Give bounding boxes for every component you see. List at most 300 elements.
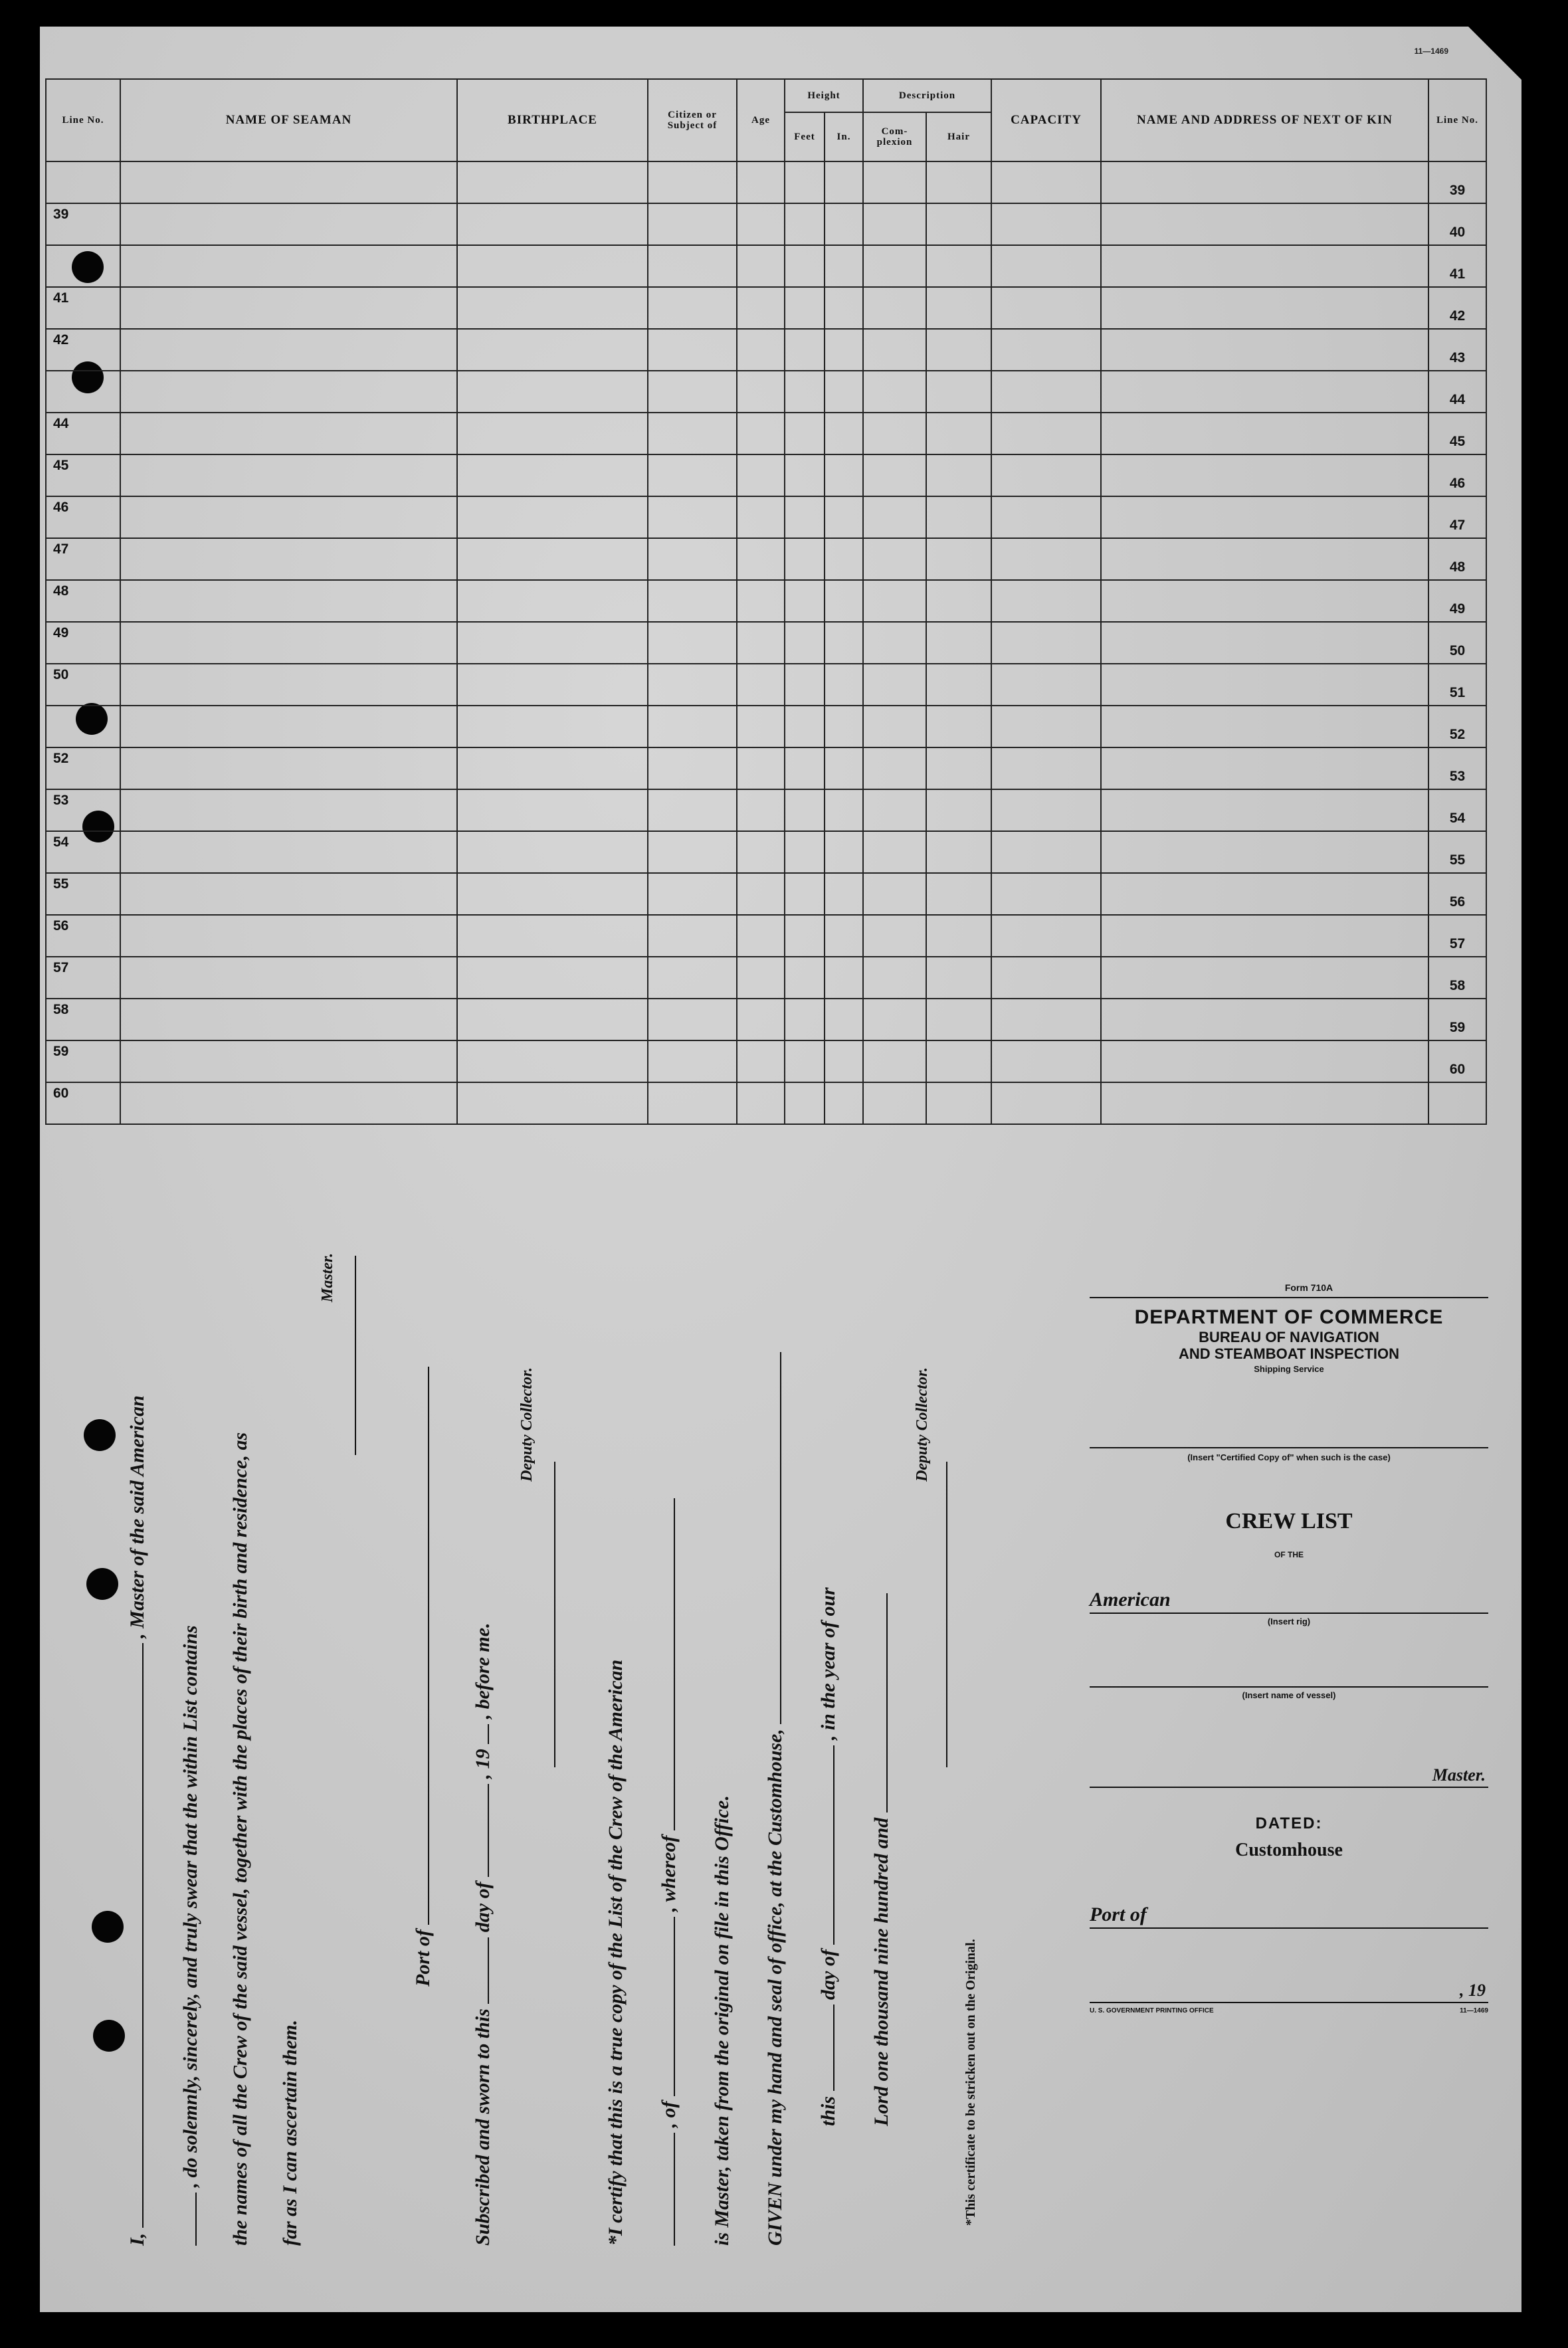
cert-lord-label: Lord one thousand nine hundred and (870, 1817, 892, 2126)
table-cell (991, 538, 1101, 580)
cert-lord (870, 1593, 893, 2126)
crew-list-title: CREW LIST (1225, 1508, 1353, 1533)
table-cell (457, 413, 648, 454)
table-cell (1101, 1082, 1428, 1124)
table-cell (825, 915, 863, 957)
table-cell (120, 957, 457, 999)
table-cell (785, 538, 825, 580)
table-cell (648, 329, 737, 371)
table-cell (825, 1040, 863, 1082)
cert-deputy-collector-1: Deputy Collector. (518, 1367, 536, 1482)
table-cell (785, 664, 825, 706)
table-cell (991, 580, 1101, 622)
line-number-right: 39 (1428, 161, 1486, 203)
line-number-left: 54 (46, 831, 120, 873)
line-number-right: 59 (1428, 999, 1486, 1040)
cert-in-year: , in the year of our (817, 1587, 839, 1741)
cert-blank (487, 1784, 489, 1877)
table-cell (926, 664, 991, 706)
table-cell (785, 915, 825, 957)
cert-whereof: , whereof (658, 1835, 680, 1912)
department-title: DEPARTMENT OF COMMERCE (1134, 1306, 1444, 1328)
cert-given (764, 1352, 787, 2246)
table-cell (926, 622, 991, 664)
cert-blank (487, 1724, 489, 1744)
table-cell (825, 831, 863, 873)
cert-of-whereof (658, 1498, 680, 2246)
cert-this-label: this (817, 2096, 839, 2126)
table-cell (1101, 622, 1428, 664)
master-label: Master. (1432, 1765, 1486, 1785)
line-number-right: 49 (1428, 580, 1486, 622)
header-height: Height (785, 79, 863, 112)
line-number-right: 55 (1428, 831, 1486, 873)
table-cell (457, 371, 648, 413)
table-cell (785, 161, 825, 203)
table-cell (926, 203, 991, 245)
line-number-right: 51 (1428, 664, 1486, 706)
table-cell (457, 999, 648, 1040)
table-cell (120, 789, 457, 831)
table-cell (825, 622, 863, 664)
line-number-right: 50 (1428, 622, 1486, 664)
line-number-left: 42 (46, 329, 120, 371)
table-cell (926, 329, 991, 371)
cert-year: , 19 (472, 1749, 494, 1779)
table-cell (648, 371, 737, 413)
table-cell (648, 664, 737, 706)
cert-subscribed-label: Subscribed and sworn to this (472, 2008, 494, 2246)
table-row (46, 873, 1486, 915)
table-cell (863, 245, 926, 287)
title-block (1090, 1282, 1488, 2014)
table-row (46, 1040, 1486, 1082)
table-cell (648, 622, 737, 664)
cert-solemnly: , do solemnly, sincerely, and truly swear that the within List contains (179, 1625, 201, 2188)
header-name-of-seaman: NAME OF SEAMAN (120, 79, 457, 161)
line-number-left: 45 (46, 454, 120, 496)
divider (1090, 1297, 1488, 1298)
cert-port-of-label: Port of (412, 1929, 434, 1987)
gpo-label: U. S. GOVERNMENT PRINTING OFFICE (1090, 2006, 1214, 2014)
table-cell (785, 413, 825, 454)
table-cell (120, 999, 457, 1040)
table-cell (825, 999, 863, 1040)
table-cell (737, 957, 785, 999)
cert-blank (673, 1917, 675, 2096)
master-name-field (1090, 1747, 1488, 1787)
cert-master-line (339, 1256, 361, 1455)
table-cell (457, 454, 648, 496)
certificate-block (100, 1223, 997, 2246)
table-cell (863, 706, 926, 747)
table-cell (785, 203, 825, 245)
table-cell (737, 999, 785, 1040)
table-cell (120, 413, 457, 454)
table-cell (737, 1040, 785, 1082)
table-cell (648, 747, 737, 789)
table-cell (863, 664, 926, 706)
table-cell (785, 287, 825, 329)
cert-line-4: far as I can ascertain them. (279, 2019, 301, 2246)
table-cell (785, 706, 825, 747)
cert-line-3: the names of all the Crew of the said vessel, together with the places of their birth and residence, as (229, 1432, 251, 2246)
table-cell (1101, 789, 1428, 831)
line-number-left: 59 (46, 1040, 120, 1082)
table-cell (120, 496, 457, 538)
line-number-right: 48 (1428, 538, 1486, 580)
header-line-no-right: Line No. (1428, 79, 1486, 161)
line-number-left (46, 706, 120, 747)
table-cell (1101, 161, 1428, 203)
table-cell (457, 789, 648, 831)
table-cell (926, 1040, 991, 1082)
dated-label: DATED: (1255, 1814, 1323, 1832)
table-cell (825, 1082, 863, 1124)
table-cell (120, 831, 457, 873)
cert-blank (553, 1462, 555, 1767)
table-cell (120, 873, 457, 915)
table-cell (120, 747, 457, 789)
table-row (46, 789, 1486, 831)
table-cell (926, 287, 991, 329)
table-cell (120, 706, 457, 747)
line-number-right: 56 (1428, 873, 1486, 915)
table-cell (1101, 496, 1428, 538)
cert-blank (673, 1498, 675, 1830)
table-cell (926, 747, 991, 789)
line-number-right: 42 (1428, 287, 1486, 329)
table-row (46, 915, 1486, 957)
cert-line-2 (179, 1625, 202, 2246)
table-cell (648, 413, 737, 454)
table-cell (457, 1082, 648, 1124)
gpo-footer (1090, 2007, 1488, 2014)
table-cell (825, 454, 863, 496)
table-cell (991, 161, 1101, 203)
table-cell (991, 454, 1101, 496)
table-cell (863, 915, 926, 957)
table-cell (457, 161, 648, 203)
table-cell (1101, 580, 1428, 622)
header-description: Description (863, 79, 991, 112)
table-row (46, 161, 1486, 203)
table-row (46, 622, 1486, 664)
table-cell (648, 957, 737, 999)
table-cell (1101, 371, 1428, 413)
table-cell (926, 496, 991, 538)
year-field (1090, 1962, 1488, 2002)
customhouse-label: Customhouse (1235, 1839, 1343, 1860)
table-cell (825, 747, 863, 789)
table-cell (785, 1040, 825, 1082)
table-cell (863, 831, 926, 873)
table-cell (457, 538, 648, 580)
table-cell (1101, 454, 1428, 496)
cert-blank (833, 1745, 834, 1945)
table-cell (457, 873, 648, 915)
line-number-left: 55 (46, 873, 120, 915)
table-cell (926, 580, 991, 622)
table-cell (120, 1040, 457, 1082)
cert-blank (487, 1937, 489, 2004)
table-cell (737, 203, 785, 245)
table-cell (863, 496, 926, 538)
table-cell (457, 957, 648, 999)
table-cell (991, 622, 1101, 664)
table-cell (648, 454, 737, 496)
table-cell (863, 329, 926, 371)
table-cell (863, 622, 926, 664)
table-cell (457, 287, 648, 329)
table-cell (863, 371, 926, 413)
table-cell (926, 538, 991, 580)
table-cell (863, 789, 926, 831)
line-number-right: 54 (1428, 789, 1486, 831)
table-cell (785, 580, 825, 622)
line-number-left: 56 (46, 915, 120, 957)
table-cell (737, 371, 785, 413)
vessel-name-field (1090, 1646, 1488, 1688)
line-number-left: 60 (46, 1082, 120, 1124)
table-cell (863, 999, 926, 1040)
table-cell (737, 706, 785, 747)
cert-deputy-line-2 (930, 1462, 953, 1767)
table-cell (737, 538, 785, 580)
table-row (46, 957, 1486, 999)
year-label: , 19 (1460, 1980, 1486, 2000)
table-cell (863, 454, 926, 496)
table-cell (457, 915, 648, 957)
header-birthplace: BIRTHPLACE (457, 79, 648, 161)
cert-certify-label: *I certify that this is a true copy of the List of the Crew of the American (605, 1659, 627, 2246)
header-line-no: Line No. (46, 79, 120, 161)
line-number-right: 53 (1428, 747, 1486, 789)
table-cell (825, 245, 863, 287)
table-cell (991, 831, 1101, 873)
table-cell (991, 1040, 1101, 1082)
table-cell (648, 789, 737, 831)
cert-subscribed (472, 1622, 494, 2246)
table-cell (991, 999, 1101, 1040)
table-row (46, 203, 1486, 245)
cert-blank (354, 1256, 356, 1455)
table-cell (1101, 706, 1428, 747)
table-row (46, 580, 1486, 622)
cert-blank (886, 1593, 888, 1812)
table-cell (825, 413, 863, 454)
table-cell (825, 161, 863, 203)
table-cell (457, 329, 648, 371)
table-cell (737, 915, 785, 957)
table-cell (737, 413, 785, 454)
cert-blank (427, 1367, 429, 1925)
table-row (46, 454, 1486, 496)
table-row (46, 496, 1486, 538)
line-number-right: 46 (1428, 454, 1486, 496)
line-number-right: 57 (1428, 915, 1486, 957)
cert-before-me: , before me. (472, 1622, 494, 1719)
table-cell (457, 664, 648, 706)
table-cell (991, 1082, 1101, 1124)
table-cell (863, 747, 926, 789)
table-cell (120, 580, 457, 622)
table-row (46, 1082, 1486, 1124)
table-cell (737, 747, 785, 789)
table-row (46, 287, 1486, 329)
table-cell (825, 287, 863, 329)
table-cell (737, 664, 785, 706)
line-number-right (1428, 1082, 1486, 1124)
line-number-left: 58 (46, 999, 120, 1040)
crew-table (45, 78, 1487, 1125)
table-cell (785, 496, 825, 538)
table-cell (648, 496, 737, 538)
table-cell (825, 203, 863, 245)
line-number-left: 39 (46, 203, 120, 245)
bureau-line-2: AND STEAMBOAT INSPECTION (1178, 1345, 1400, 1363)
table-cell (1101, 245, 1428, 287)
table-cell (785, 747, 825, 789)
table-cell (785, 245, 825, 287)
table-cell (926, 957, 991, 999)
table-cell (825, 371, 863, 413)
table-cell (785, 957, 825, 999)
table-cell (825, 580, 863, 622)
table-cell (785, 454, 825, 496)
table-cell (991, 496, 1101, 538)
header-hair: Hair (926, 112, 991, 161)
insert-certified-note: (Insert "Certified Copy of" when such is the case) (1187, 1452, 1391, 1462)
table-cell (648, 831, 737, 873)
table-cell (120, 161, 457, 203)
table-cell (648, 915, 737, 957)
table-cell (457, 706, 648, 747)
table-cell (785, 789, 825, 831)
cert-of: , of (658, 2101, 680, 2128)
table-cell (863, 1082, 926, 1124)
table-cell (120, 538, 457, 580)
table-cell (120, 915, 457, 957)
table-cell (737, 873, 785, 915)
line-number-right: 43 (1428, 329, 1486, 371)
table-cell (991, 413, 1101, 454)
table-row (46, 538, 1486, 580)
port-of-label: Port of (1090, 1903, 1147, 1925)
table-cell (737, 329, 785, 371)
header-next-of-kin: NAME AND ADDRESS OF NEXT OF KIN (1101, 79, 1428, 161)
form-number: 11—1469 (1414, 47, 1448, 56)
line-number-right: 47 (1428, 496, 1486, 538)
table-cell (737, 161, 785, 203)
table-cell (457, 622, 648, 664)
table-row (46, 245, 1486, 287)
table-cell (1101, 413, 1428, 454)
table-cell (785, 873, 825, 915)
line-number-left: 57 (46, 957, 120, 999)
line-number-right: 40 (1428, 203, 1486, 245)
table-cell (785, 371, 825, 413)
cert-certify (605, 1660, 627, 2246)
form-710a: Form 710A (1284, 1282, 1333, 1293)
table-cell (648, 873, 737, 915)
table-cell (926, 371, 991, 413)
table-row (46, 999, 1486, 1040)
table-cell (926, 873, 991, 915)
table-cell (825, 789, 863, 831)
table-cell (648, 287, 737, 329)
cert-blank (779, 1352, 781, 1724)
table-cell (737, 496, 785, 538)
table-cell (991, 371, 1101, 413)
table-cell (120, 245, 457, 287)
header-citizen: Citizen or Subject of (648, 79, 737, 161)
table-cell (648, 161, 737, 203)
table-cell (863, 580, 926, 622)
table-cell (120, 664, 457, 706)
table-cell (648, 1040, 737, 1082)
table-cell (991, 664, 1101, 706)
table-cell (863, 538, 926, 580)
line-number-left: 41 (46, 287, 120, 329)
line-number-left (46, 371, 120, 413)
table-cell (991, 747, 1101, 789)
line-number-left: 46 (46, 496, 120, 538)
american-label: American (1090, 1588, 1171, 1611)
table-cell (926, 789, 991, 831)
table-cell (825, 538, 863, 580)
cert-blank (195, 2193, 197, 2246)
table-cell (1101, 831, 1428, 873)
table-cell (863, 203, 926, 245)
table-cell (926, 915, 991, 957)
cert-day-of: day of (472, 1882, 494, 1933)
table-cell (1101, 203, 1428, 245)
table-cell (457, 496, 648, 538)
line-number-left: 53 (46, 789, 120, 831)
shipping-service: Shipping Service (1254, 1363, 1324, 1374)
table-cell (1101, 329, 1428, 371)
table-cell (926, 831, 991, 873)
line-number-left (46, 245, 120, 287)
table-cell (926, 1082, 991, 1124)
table-cell (120, 287, 457, 329)
cert-port-of (412, 1367, 435, 1987)
cert-deputy-collector-2: Deputy Collector. (914, 1367, 931, 1482)
line-number-left: 52 (46, 747, 120, 789)
line-number-left: 47 (46, 538, 120, 580)
cert-blank (945, 1462, 947, 1767)
table-cell (926, 999, 991, 1040)
table-cell (991, 706, 1101, 747)
table-cell (1101, 747, 1428, 789)
table-cell (926, 706, 991, 747)
line-number-left: 48 (46, 580, 120, 622)
table-row (46, 413, 1486, 454)
table-cell (120, 203, 457, 245)
table-cell (991, 287, 1101, 329)
cert-given-label: GIVEN under my hand and seal of office, at the Customhouse, (764, 1729, 786, 2246)
insert-rig-note: (Insert rig) (1267, 1616, 1311, 1626)
line-number-right: 58 (1428, 957, 1486, 999)
table-cell (991, 915, 1101, 957)
table-cell (648, 580, 737, 622)
header-capacity: CAPACITY (991, 79, 1101, 161)
table-cell (863, 1040, 926, 1082)
table-cell (648, 203, 737, 245)
table-cell (825, 329, 863, 371)
cert-i: I, (126, 2232, 148, 2246)
